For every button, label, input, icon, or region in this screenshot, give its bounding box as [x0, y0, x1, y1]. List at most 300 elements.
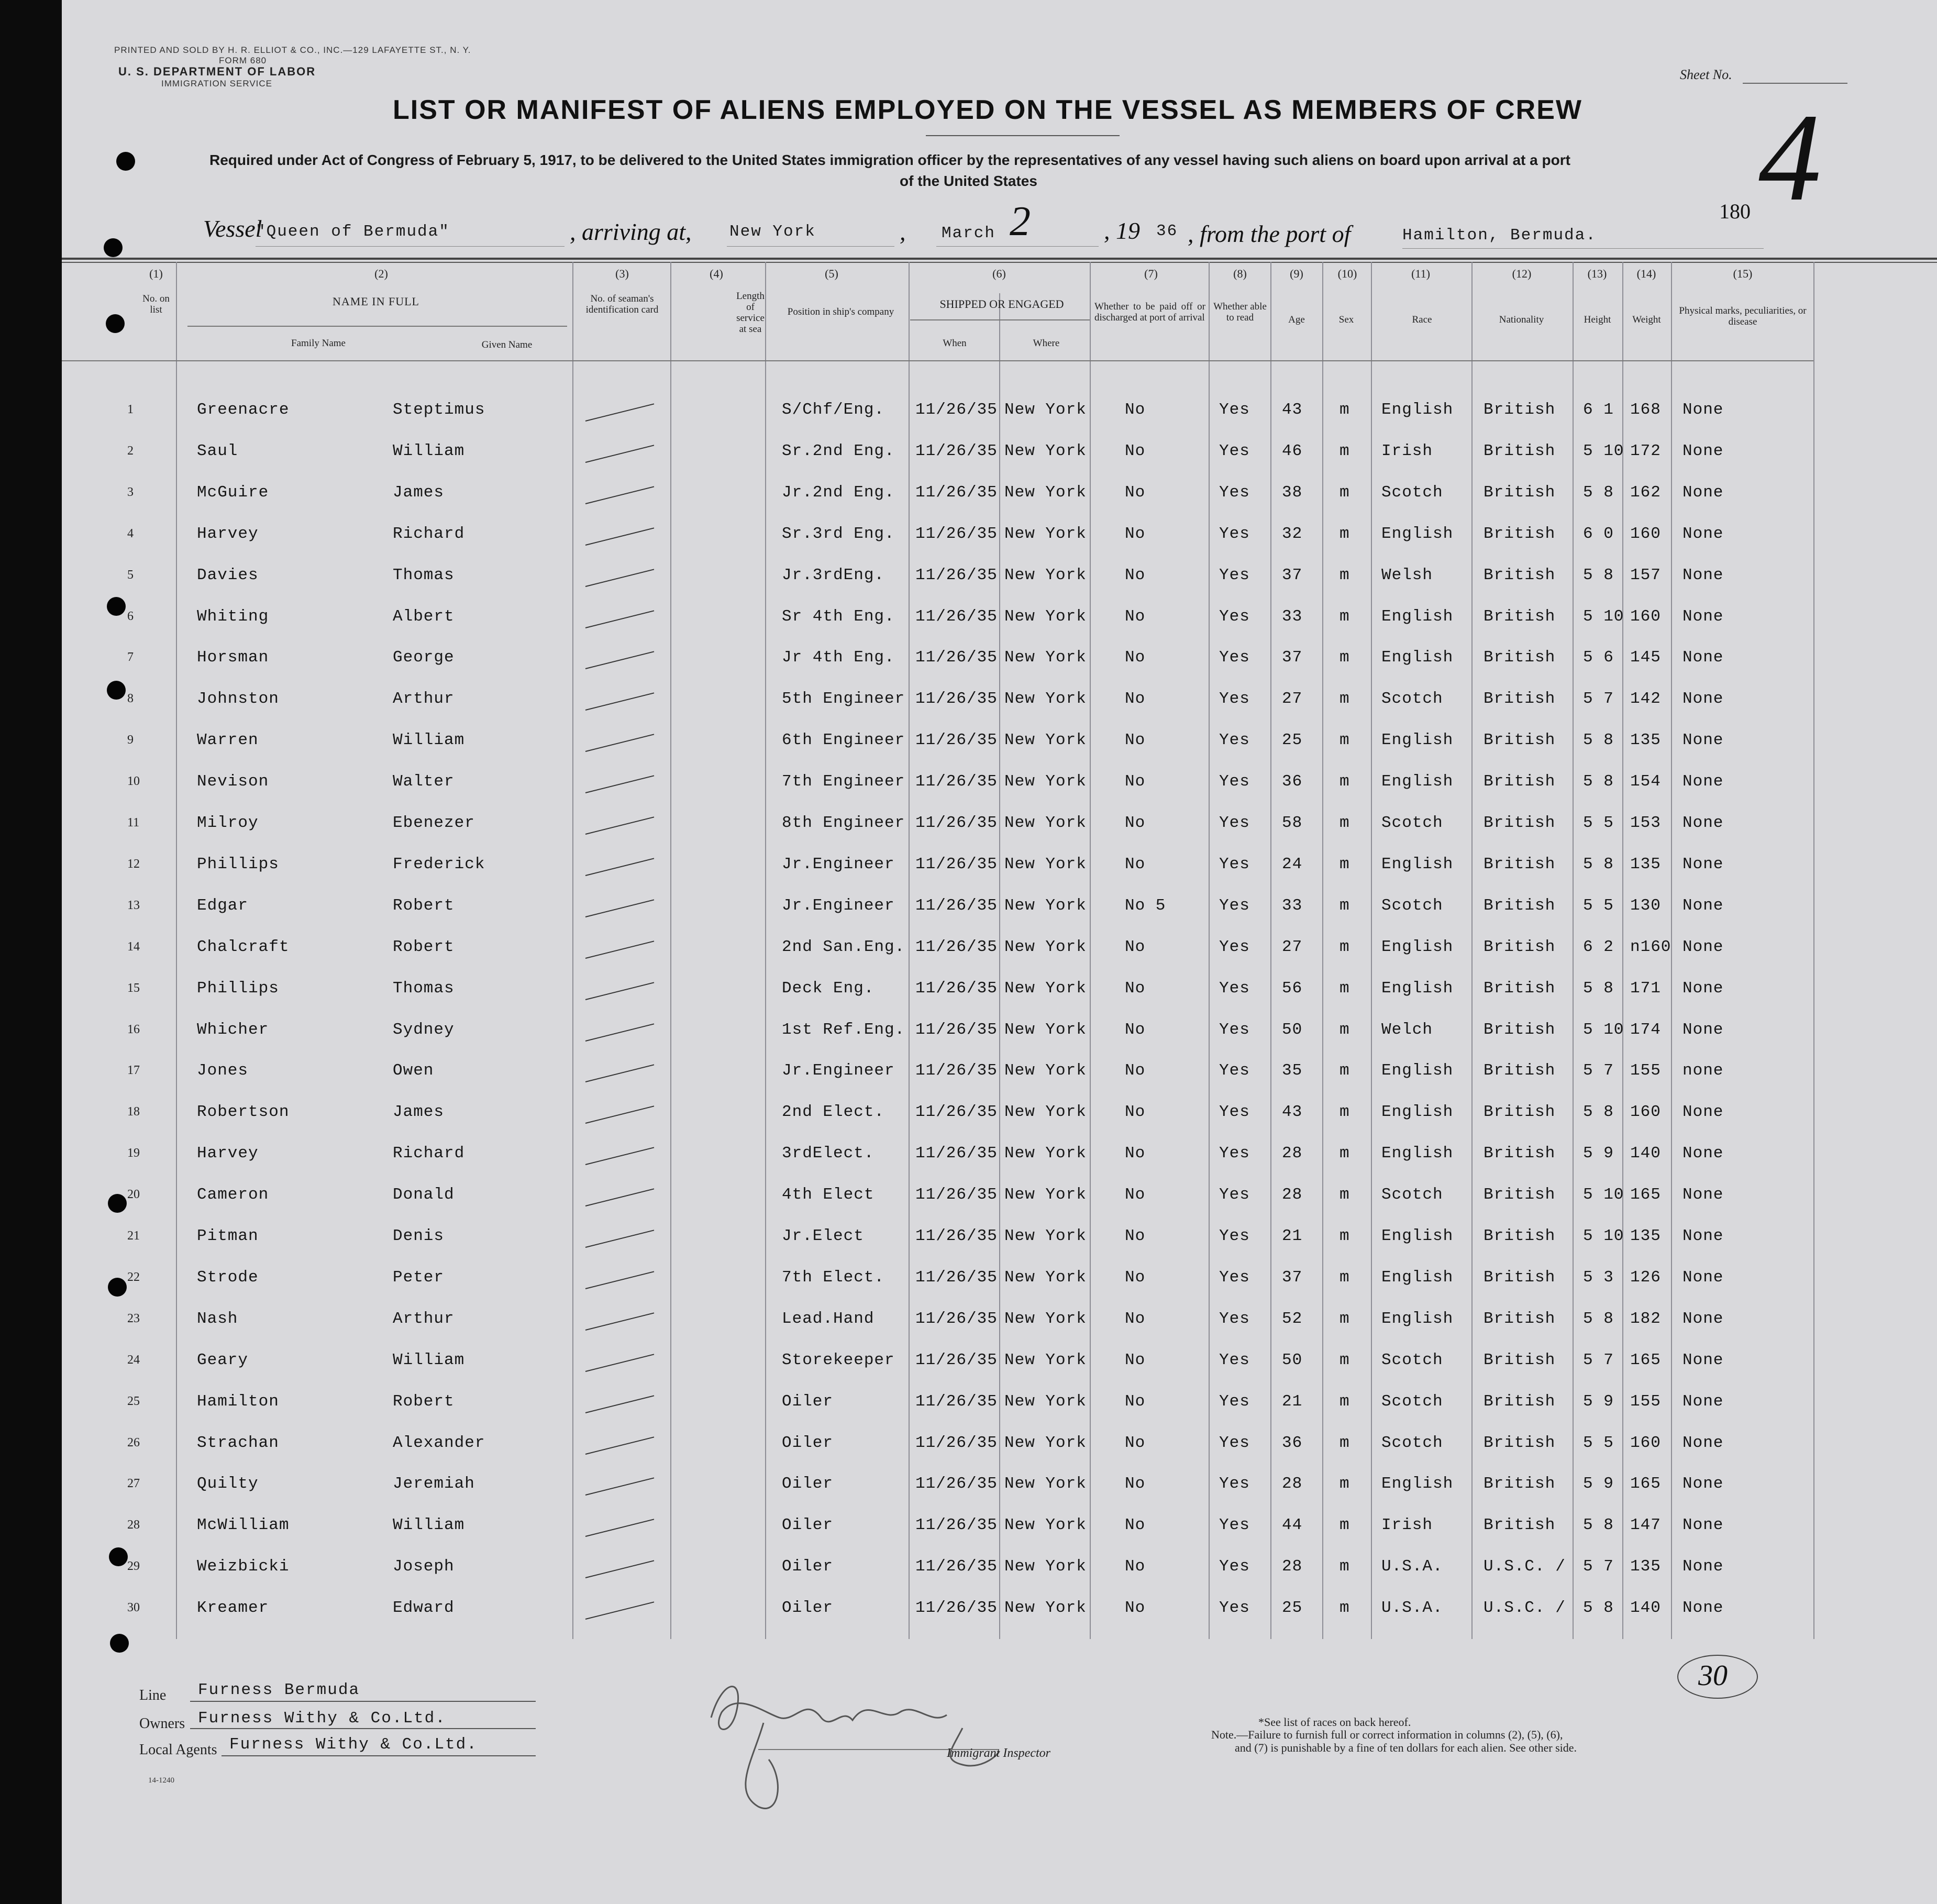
- sex: m: [1340, 1475, 1350, 1493]
- shipped-where: New York: [1004, 1434, 1087, 1452]
- col-header-when: When: [943, 338, 967, 349]
- weight: 165: [1630, 1186, 1661, 1204]
- note-line1: Note.—Failure to furnish full or correct information in columns (2), (5), (6),: [1211, 1728, 1563, 1741]
- family-name: Johnston: [197, 690, 279, 708]
- row-number: 14: [127, 940, 140, 954]
- age: 27: [1282, 690, 1303, 708]
- row-number: 25: [127, 1394, 140, 1408]
- able-to-read: Yes: [1219, 690, 1250, 708]
- shipped-where: New York: [1004, 690, 1087, 708]
- shipped-where: New York: [1004, 401, 1087, 419]
- line-label: Line: [139, 1687, 167, 1703]
- sheet-label: Sheet No.: [1680, 67, 1732, 82]
- given-name: Robert: [393, 1392, 455, 1411]
- shipped-when: 11/26/35: [915, 1392, 998, 1411]
- position: Oiler: [782, 1475, 834, 1493]
- arrival-month: March: [942, 224, 996, 242]
- physical-marks: None: [1683, 855, 1724, 873]
- col-header-where: Where: [1033, 338, 1060, 349]
- race: Scotch: [1381, 1392, 1443, 1411]
- card-mark: [585, 1395, 654, 1413]
- shipped-where: New York: [1004, 1103, 1087, 1121]
- card-mark: [585, 527, 654, 546]
- col-header-service: Length of service at sea: [736, 291, 765, 335]
- able-to-read: Yes: [1219, 1103, 1250, 1121]
- physical-marks: None: [1683, 525, 1724, 543]
- shipped-where: New York: [1004, 1310, 1087, 1328]
- height: 5 8: [1583, 731, 1614, 749]
- race: Scotch: [1381, 896, 1443, 915]
- physical-marks: None: [1683, 607, 1724, 626]
- family-name: Pitman: [197, 1227, 259, 1245]
- shipped-where: New York: [1004, 1557, 1087, 1576]
- height: 5 6: [1583, 648, 1614, 667]
- weight: 172: [1630, 442, 1661, 460]
- row-number: 24: [127, 1353, 140, 1367]
- able-to-read: Yes: [1219, 607, 1250, 626]
- position: 2nd Elect.: [782, 1103, 885, 1121]
- shipped-where: New York: [1004, 648, 1087, 667]
- weight: 154: [1630, 772, 1661, 791]
- page-title: LIST OR MANIFEST OF ALIENS EMPLOYED ON THE VESSEL AS MEMBERS OF CREW: [393, 95, 1582, 125]
- col-num-3: (3): [615, 267, 629, 280]
- card-mark: [585, 1560, 654, 1578]
- shipped-where: New York: [1004, 442, 1087, 460]
- col-num-10: (10): [1337, 267, 1357, 280]
- height: 5 9: [1583, 1475, 1614, 1493]
- col-header-weight: Weight: [1632, 314, 1661, 325]
- able-to-read: Yes: [1219, 442, 1250, 460]
- card-mark: [585, 1436, 654, 1455]
- weight: 135: [1630, 731, 1661, 749]
- weight: 160: [1630, 1103, 1661, 1121]
- able-to-read: Yes: [1219, 1351, 1250, 1369]
- age: 56: [1282, 979, 1303, 998]
- family-name: Whicher: [197, 1021, 269, 1039]
- given-name: William: [393, 442, 465, 460]
- nationality: British: [1484, 1144, 1556, 1163]
- position: Oiler: [782, 1434, 834, 1452]
- able-to-read: Yes: [1219, 1227, 1250, 1245]
- weight: 135: [1630, 1227, 1661, 1245]
- family-name: Warren: [197, 731, 259, 749]
- row-number: 6: [127, 610, 134, 623]
- shipped-when: 11/26/35: [915, 979, 998, 998]
- height: 5 8: [1583, 1310, 1614, 1328]
- position: Jr.Engineer: [782, 896, 895, 915]
- sex: m: [1340, 1392, 1350, 1411]
- family-name: Nash: [197, 1310, 238, 1328]
- physical-marks: None: [1683, 1351, 1724, 1369]
- height: 5 10: [1583, 442, 1624, 460]
- race: English: [1381, 607, 1454, 626]
- physical-marks: None: [1683, 731, 1724, 749]
- race: Scotch: [1381, 814, 1443, 832]
- nationality: British: [1484, 483, 1556, 502]
- paid-off: No: [1125, 1475, 1146, 1493]
- height: 5 8: [1583, 979, 1614, 998]
- able-to-read: Yes: [1219, 979, 1250, 998]
- note-line2: and (7) is punishable by a fine of ten dollars for each alien. See other side.: [1235, 1741, 1577, 1754]
- shipped-when: 11/26/35: [915, 1516, 998, 1534]
- row-number: 5: [127, 568, 134, 582]
- physical-marks: None: [1683, 442, 1724, 460]
- shipped-when: 11/26/35: [915, 525, 998, 543]
- card-mark: [585, 1105, 654, 1124]
- height: 6 0: [1583, 525, 1614, 543]
- height: 5 9: [1583, 1144, 1614, 1163]
- card-mark: [585, 1271, 654, 1289]
- shipped-where: New York: [1004, 1061, 1087, 1080]
- age: 37: [1282, 566, 1303, 584]
- race: English: [1381, 1144, 1454, 1163]
- position: Sr.3rd Eng.: [782, 525, 895, 543]
- nationality: British: [1484, 1351, 1556, 1369]
- shipped-when: 11/26/35: [915, 690, 998, 708]
- col-header-nationality: Nationality: [1499, 314, 1544, 325]
- family-name: Quilty: [197, 1475, 259, 1493]
- given-name: Jeremiah: [393, 1475, 475, 1493]
- inspector-signature: [701, 1634, 1057, 1833]
- col-num-14: (14): [1636, 267, 1656, 280]
- card-mark: [585, 775, 654, 793]
- height: 5 7: [1583, 1351, 1614, 1369]
- physical-marks: None: [1683, 772, 1724, 791]
- shipped-when: 11/26/35: [915, 1103, 998, 1121]
- age: 21: [1282, 1392, 1303, 1411]
- able-to-read: Yes: [1219, 731, 1250, 749]
- nationality: British: [1484, 648, 1556, 667]
- col-header-card: No. of seaman's identification card: [585, 293, 659, 315]
- card-mark: [585, 982, 654, 1000]
- card-mark: [585, 1601, 654, 1620]
- given-name: Thomas: [393, 979, 455, 998]
- nationality: British: [1484, 1434, 1556, 1452]
- col-header-shipped: SHIPPED OR ENGAGED: [939, 297, 1064, 311]
- row-number: 11: [127, 816, 140, 829]
- card-mark: [585, 1477, 654, 1496]
- card-mark: [585, 1312, 654, 1331]
- sex: m: [1340, 401, 1350, 419]
- physical-marks: None: [1683, 401, 1724, 419]
- age: 24: [1282, 855, 1303, 873]
- race: English: [1381, 1475, 1454, 1493]
- given-name: Steptimus: [393, 401, 485, 419]
- given-name: William: [393, 1351, 465, 1369]
- paid-off: No: [1125, 1434, 1146, 1452]
- physical-marks: None: [1683, 1186, 1724, 1204]
- height: 5 5: [1583, 814, 1614, 832]
- sex: m: [1340, 731, 1350, 749]
- family-name: Horsman: [197, 648, 269, 667]
- shipped-where: New York: [1004, 772, 1087, 791]
- shipped-where: New York: [1004, 1475, 1087, 1493]
- owners-value: Furness Withy & Co.Ltd.: [198, 1709, 446, 1728]
- race: Scotch: [1381, 690, 1443, 708]
- nationality: U.S.C. /: [1484, 1599, 1566, 1617]
- nationality: British: [1484, 1516, 1556, 1534]
- height: 5 8: [1583, 855, 1614, 873]
- nationality: British: [1484, 442, 1556, 460]
- shipped-when: 11/26/35: [915, 1310, 998, 1328]
- family-name: Milroy: [197, 814, 259, 832]
- family-name: Strode: [197, 1268, 259, 1287]
- shipped-when: 11/26/35: [915, 648, 998, 667]
- weight: 165: [1630, 1475, 1661, 1493]
- height: 5 7: [1583, 1557, 1614, 1576]
- shipped-where: New York: [1004, 1268, 1087, 1287]
- able-to-read: Yes: [1219, 1557, 1250, 1576]
- paid-off: No: [1125, 1021, 1146, 1039]
- physical-marks: None: [1683, 1227, 1724, 1245]
- stamp-number: 180: [1719, 200, 1751, 223]
- year-suffix: 36: [1156, 222, 1178, 240]
- age: 35: [1282, 1061, 1303, 1080]
- sex: m: [1340, 1227, 1350, 1245]
- race: English: [1381, 855, 1454, 873]
- subtitle-line2: of the United States: [900, 173, 1037, 189]
- punch-hole: [108, 1194, 127, 1213]
- age: 28: [1282, 1144, 1303, 1163]
- col-num-8: (8): [1233, 267, 1247, 280]
- sex: m: [1340, 566, 1350, 584]
- arriving-port: New York: [729, 223, 816, 241]
- age: 25: [1282, 731, 1303, 749]
- weight: 153: [1630, 814, 1661, 832]
- paid-off: No: [1125, 442, 1146, 460]
- row-number: 26: [127, 1436, 140, 1449]
- given-name: Joseph: [393, 1557, 455, 1576]
- shipped-when: 11/26/35: [915, 731, 998, 749]
- given-name: Edward: [393, 1599, 455, 1617]
- weight: n160: [1630, 938, 1672, 956]
- card-mark: [585, 569, 654, 587]
- row-number: 15: [127, 981, 140, 995]
- family-name: McWilliam: [197, 1516, 290, 1534]
- family-name: Whiting: [197, 607, 269, 626]
- paid-off: No: [1125, 938, 1146, 956]
- position: Sr.2nd Eng.: [782, 442, 895, 460]
- row-number: 17: [127, 1064, 140, 1077]
- col-header-no: No. on list: [142, 293, 170, 315]
- family-name: McGuire: [197, 483, 269, 502]
- sex: m: [1340, 1186, 1350, 1204]
- punch-hole: [104, 238, 123, 257]
- paid-off: No: [1125, 1061, 1146, 1080]
- given-name: Walter: [393, 772, 455, 791]
- sex: m: [1340, 1103, 1350, 1121]
- paid-off: No: [1125, 1599, 1146, 1617]
- race: English: [1381, 772, 1454, 791]
- age: 37: [1282, 1268, 1303, 1287]
- weight: 162: [1630, 483, 1661, 502]
- height: 5 5: [1583, 1434, 1614, 1452]
- card-mark: [585, 1064, 654, 1082]
- sex: m: [1340, 690, 1350, 708]
- sex: m: [1340, 648, 1350, 667]
- sex: m: [1340, 1310, 1350, 1328]
- age: 33: [1282, 896, 1303, 915]
- race: U.S.A.: [1381, 1599, 1443, 1617]
- able-to-read: Yes: [1219, 938, 1250, 956]
- position: 2nd San.Eng.: [782, 938, 905, 956]
- weight: 160: [1630, 525, 1661, 543]
- able-to-read: Yes: [1219, 814, 1250, 832]
- family-name: Hamilton: [197, 1392, 279, 1411]
- manifest-sheet: PRINTED AND SOLD BY H. R. ELLIOT & CO., INC.—129 LAFAYETTE ST., N. Y. FORM 680 U. S. DEPARTMENT OF LABOR IMMIGRATION SERVICE Sheet No. 4 LIST OR MANIFEST OF ALIENS EMPLOYED ON THE VESSEL AS MEMBERS OF CREW Required under Act of Congress of February 5, 1917, to be delivered to the United States immigration officer by the representatives of any vessel having such aliens on board upon arrival at a port of the United States 180 Vessel "Queen of Bermuda" , arriving at, New York , March 2 , 19 36 , from the port of Hamilton, Bermuda. (1) (2) (3) (4) (5) (6) (7) (8) (9) (10) (11) (12) (13) (14) (15) No. on list NAME IN FULL Family Name Given Name No. of seaman's identification card Length of service at sea Position in ship's company SHIPPED OR ENGAGED When Where Whether to be paid off or discharged at port of arrival Whether able to read Age Sex Race Nationality Height Weight Physical marks, peculiarities, or disease 1 Greenacre Steptimus S/Chf/Eng. 11/26/35 New York No Yes 43 m English British 6 1 168 None 2 Saul William Sr.2nd Eng. 11/26/35 New York No Yes 46 m Irish British 5 10 172 None 3 McGuire James Jr.2nd Eng. 11/26/35 New York No Yes 38 m Scotch British 5 8 162 None 4 Harvey Richard Sr.3rd Eng. 11/26/35 New York No Yes 32 m English British 6 0 160 None 5 Davies Thomas Jr.3rdEng. 11/26/35 New York No Yes 37 m Welsh British 5 8 157 None 6 Whiting Albert Sr 4th Eng. 11/26/35 New York No Yes 33 m English British 5 10 160 None 7 Horsman George Jr 4th Eng. 11/26/35 New York No Yes 37 m English British 5 6 145 None 8 Johnston Arthur 5th Engineer 11/26/35 New York No Yes 27 m Scotch British 5 7 142 None 9 Warren William 6th Engineer 11/26/35 New York No Yes 25 m English British 5 8 135 None 10 Nevison Walter 7th Engineer 11/26/35 New York No Yes 36 m English British 5 8 154 None 11 Milroy Ebenezer 8th Engineer 11/26/35 New York No Yes 58 m Scotch British 5 5 153 None 12 Phillips Frederick Jr.Engineer 11/26/35 New York No Yes 24 m English British 5 8 135 None 13 Edgar Robert Jr.Engineer 11/26/35 New York No 5 Yes 33 m Scotch British 5 5 130 None 14 Chalcraft Robert 2nd San.Eng. 11/26/35 New York No Yes 27 m English British 6 2 n160 None 15 Phillips Thomas Deck Eng. 11/26/35 New York No Yes 56 m English British 5 8 171 None 16 Whicher Sydney 1st Ref.Eng. 11/26/35 New York No Yes 50 m Welch British 5 10 174 None 17 Jones Owen Jr.Engineer 11/26/35 New York No Yes 35 m English British 5 7 155 none 18 Robertson James 2nd Elect. 11/26/35 New York No Yes 43 m English British 5 8 160 None 19 Harvey Richard 3rdElect. 11/26/35 New York No Yes 28 m English British 5 9 140 None 20 Cameron Donald 4th Elect 11/26/35 New York No Yes 28 m Scotch British 5 10 165 None 21 Pitman Denis Jr.Elect 11/26/35 New York No Yes 21 m English British 5 10 135 None 22 Strode Peter 7th Elect. 11/26/35 New York No Yes 37 m English British 5 3 126 None 23 Nash Arthur Lead.Hand 11/26/35 New York No Yes 52 m English British 5 8 182 None 24 Geary William Storekeeper 11/26/35 New York No Yes 50 m Scotch British 5 7 165 None 25 Hamilton Robert Oiler 11/26/35 New York No Yes 21 m Scotch British 5 9 155 None 26 Strachan Alexander Oiler 11/26/35 New York No Yes 36 m Scotch British 5 5 160 None 27 Quilty Jeremiah Oiler 11/26/35 New York No Yes 28 m English British 5 9 165 None 28 McWilliam William Oiler 11/26/35 New York No Yes 44 m Irish British 5 8 147 None 29 Weizbicki Joseph Oiler 11/26/35 New York No Yes 28 m U.S.A. U.S.C. / 5 7 135 None 30 Kreamer Edward Oiler 11/26/35 New York No Yes 25 m U.S.A. U.S.C. / 5 8 140 None Line Furness Bermuda Owners Furness Withy & Co.Ltd. Local Agents Furness Withy & Co.Ltd. 14-1240 Immigrant Inspector *See list of races on back hereof. Note.—Failure to furnish full or correct information in columns (2), (5), (6), and (7) is punishable by a fine of ten dollars for each alien. See other side. 30: [62, 0, 1937, 1904]
- paid-off: No: [1125, 979, 1146, 998]
- family-name: Saul: [197, 442, 238, 460]
- shipped-where: New York: [1004, 1351, 1087, 1369]
- shipped-where: New York: [1004, 525, 1087, 543]
- given-name: Thomas: [393, 566, 455, 584]
- nationality: British: [1484, 1475, 1556, 1493]
- agents-value: Furness Withy & Co.Ltd.: [229, 1735, 478, 1754]
- position: Jr.3rdEng.: [782, 566, 885, 584]
- weight: 168: [1630, 401, 1661, 419]
- row-number: 9: [127, 733, 134, 747]
- height: 5 8: [1583, 566, 1614, 584]
- height: 5 10: [1583, 1227, 1624, 1245]
- arriving-label: , arriving at,: [570, 218, 692, 245]
- nationality: British: [1484, 607, 1556, 626]
- from-label: , from the port of: [1188, 220, 1351, 247]
- row-number: 22: [127, 1270, 140, 1284]
- row-number: 23: [127, 1312, 140, 1325]
- family-name: Strachan: [197, 1434, 279, 1452]
- weight: 174: [1630, 1021, 1661, 1039]
- sex: m: [1340, 442, 1350, 460]
- printer-line: PRINTED AND SOLD BY H. R. ELLIOT & CO., INC.—129 LAFAYETTE ST., N. Y.: [114, 45, 471, 55]
- card-mark: [585, 1188, 654, 1206]
- row-number: 8: [127, 692, 134, 705]
- row-number: 20: [127, 1188, 140, 1201]
- nationality: British: [1484, 938, 1556, 956]
- weight: 182: [1630, 1310, 1661, 1328]
- given-name: James: [393, 1103, 445, 1121]
- physical-marks: None: [1683, 896, 1724, 915]
- position: Jr.Engineer: [782, 1061, 895, 1080]
- col-header-race: Race: [1412, 314, 1432, 325]
- race: Irish: [1381, 1516, 1433, 1534]
- sex: m: [1340, 772, 1350, 791]
- able-to-read: Yes: [1219, 1186, 1250, 1204]
- row-number: 7: [127, 650, 134, 664]
- punch-hole: [107, 681, 126, 700]
- card-mark: [585, 486, 654, 504]
- age: 50: [1282, 1021, 1303, 1039]
- race: Welsh: [1381, 566, 1433, 584]
- height: 5 10: [1583, 607, 1624, 626]
- row-number: 13: [127, 899, 140, 912]
- position: 3rdElect.: [782, 1144, 875, 1163]
- col-num-1: (1): [149, 267, 163, 280]
- col-num-13: (13): [1587, 267, 1607, 280]
- height: 5 10: [1583, 1021, 1624, 1039]
- able-to-read: Yes: [1219, 1310, 1250, 1328]
- race: English: [1381, 938, 1454, 956]
- shipped-where: New York: [1004, 814, 1087, 832]
- card-mark: [585, 816, 654, 835]
- race: English: [1381, 1268, 1454, 1287]
- shipped-when: 11/26/35: [915, 401, 998, 419]
- race: English: [1381, 401, 1454, 419]
- age: 27: [1282, 938, 1303, 956]
- race: English: [1381, 648, 1454, 667]
- shipped-where: New York: [1004, 1021, 1087, 1039]
- age: 43: [1282, 1103, 1303, 1121]
- card-mark: [585, 445, 654, 463]
- physical-marks: None: [1683, 1516, 1724, 1534]
- col-header-marks: Physical marks, peculiarities, or disease: [1679, 305, 1807, 327]
- physical-marks: none: [1683, 1061, 1724, 1080]
- physical-marks: None: [1683, 814, 1724, 832]
- physical-marks: None: [1683, 1475, 1724, 1493]
- physical-marks: None: [1683, 1268, 1724, 1287]
- age: 44: [1282, 1516, 1303, 1534]
- nationality: British: [1484, 731, 1556, 749]
- row-number: 2: [127, 444, 134, 458]
- row-number: 29: [127, 1559, 140, 1573]
- able-to-read: Yes: [1219, 896, 1250, 915]
- year-prefix: , 19: [1104, 217, 1140, 244]
- able-to-read: Yes: [1219, 483, 1250, 502]
- family-name: Edgar: [197, 896, 249, 915]
- weight: 130: [1630, 896, 1661, 915]
- family-name: Chalcraft: [197, 938, 290, 956]
- family-name: Harvey: [197, 1144, 259, 1163]
- owners-label: Owners: [139, 1715, 185, 1732]
- shipped-when: 11/26/35: [915, 855, 998, 873]
- paid-off: No: [1125, 1310, 1146, 1328]
- weight: 135: [1630, 1557, 1661, 1576]
- row-number: 21: [127, 1229, 140, 1243]
- col-header-paid: Whether to be paid off or discharged at port of arrival: [1094, 301, 1205, 323]
- weight: 135: [1630, 855, 1661, 873]
- shipped-where: New York: [1004, 607, 1087, 626]
- shipped-when: 11/26/35: [915, 1227, 998, 1245]
- paid-off: No: [1125, 1186, 1146, 1204]
- vessel-label: Vessel: [203, 215, 262, 242]
- given-name: William: [393, 1516, 465, 1534]
- nationality: British: [1484, 1227, 1556, 1245]
- nationality: British: [1484, 690, 1556, 708]
- able-to-read: Yes: [1219, 1268, 1250, 1287]
- age: 38: [1282, 483, 1303, 502]
- given-name: Robert: [393, 896, 455, 915]
- weight: 147: [1630, 1516, 1661, 1534]
- family-name: Kreamer: [197, 1599, 269, 1617]
- row-number: 28: [127, 1518, 140, 1532]
- family-name: Cameron: [197, 1186, 269, 1204]
- weight: 145: [1630, 648, 1661, 667]
- physical-marks: None: [1683, 1392, 1724, 1411]
- age: 28: [1282, 1186, 1303, 1204]
- age: 50: [1282, 1351, 1303, 1369]
- race: Scotch: [1381, 1351, 1443, 1369]
- paid-off: No: [1125, 1103, 1146, 1121]
- nationality: British: [1484, 525, 1556, 543]
- form-code: 14-1240: [148, 1776, 174, 1785]
- position: Oiler: [782, 1392, 834, 1411]
- paid-off: No: [1125, 1392, 1146, 1411]
- row-number: 19: [127, 1146, 140, 1160]
- position: Oiler: [782, 1557, 834, 1576]
- position: Jr.Engineer: [782, 855, 895, 873]
- given-name: Denis: [393, 1227, 445, 1245]
- shipped-where: New York: [1004, 731, 1087, 749]
- card-mark: [585, 940, 654, 959]
